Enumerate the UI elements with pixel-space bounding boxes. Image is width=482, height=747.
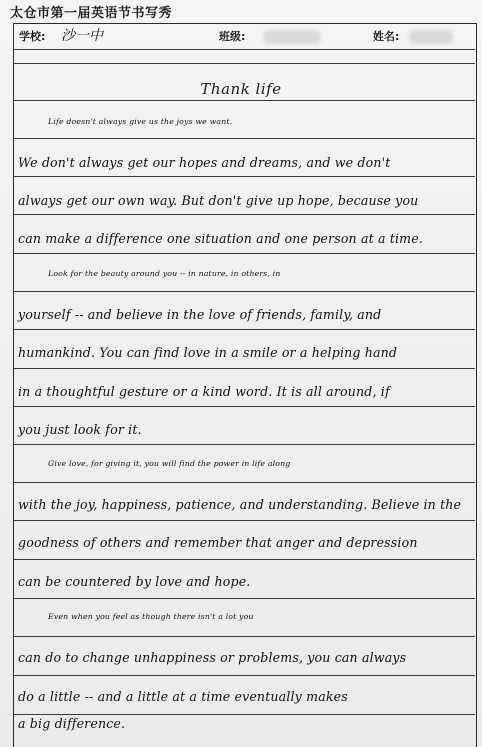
ruled-line	[13, 598, 475, 599]
ruled-line	[13, 368, 475, 369]
essay-line: Life doesn't always give us the joys we want.	[48, 117, 233, 126]
redacted-class	[263, 30, 321, 44]
ruled-line	[13, 406, 475, 407]
essay-line: Give love, for giving it, you will find the power in life along	[48, 459, 291, 468]
ruled-line	[13, 444, 475, 445]
ruled-line	[13, 138, 475, 139]
essay-line: can do to change unhappiness or problems, you can always	[18, 650, 407, 665]
ruled-line	[13, 559, 475, 560]
redacted-name	[409, 30, 453, 44]
ruled-line	[13, 291, 475, 292]
ruled-line	[13, 63, 475, 64]
essay-title: Thank life	[200, 80, 282, 98]
ruled-line	[13, 49, 475, 50]
ruled-line	[13, 714, 475, 715]
essay-line: you just look for it.	[18, 422, 142, 437]
school-label: 学校:	[19, 30, 46, 43]
ruled-line	[13, 636, 475, 637]
essay-line: always get our own way. But don't give up hope, because you	[18, 193, 419, 208]
contest-title: 太仓市第一届英语节书写秀	[10, 6, 173, 21]
essay-line: with the joy, happiness, patience, and understanding. Believe in the	[18, 497, 462, 512]
essay-line: humankind. You can find love in a smile or a helping hand	[18, 345, 398, 360]
ruled-line	[13, 100, 475, 101]
school-value: 沙一中	[61, 28, 103, 44]
class-label: 班级:	[219, 30, 246, 43]
ruled-line	[13, 482, 475, 483]
essay-line: can be countered by love and hope.	[18, 574, 251, 589]
student-info-row	[13, 23, 475, 49]
ruled-line	[13, 176, 475, 177]
name-label: 姓名:	[373, 30, 400, 43]
essay-line: We don't always get our hopes and dreams, and we don't	[18, 155, 391, 170]
essay-line: Even when you feel as though there isn't a lot you	[48, 612, 254, 621]
ruled-line	[13, 675, 475, 676]
ruled-line	[13, 253, 475, 254]
ruled-line	[13, 520, 475, 521]
ruled-line	[13, 214, 475, 215]
essay-line: yourself -- and believe in the love of friends, family, and	[18, 307, 382, 322]
ruled-line	[13, 329, 475, 330]
essay-line: a big difference.	[18, 716, 126, 731]
essay-line: Look for the beauty around you -- in nature, in others, in	[48, 269, 281, 278]
essay-line: do a little -- and a little at a time eventually makes	[18, 689, 348, 704]
essay-line: can make a difference one situation and one person at a time.	[18, 231, 424, 246]
essay-line: in a thoughtful gesture or a kind word. It is all around, if	[18, 384, 390, 399]
essay-line: goodness of others and remember that anger and depression	[18, 535, 418, 550]
